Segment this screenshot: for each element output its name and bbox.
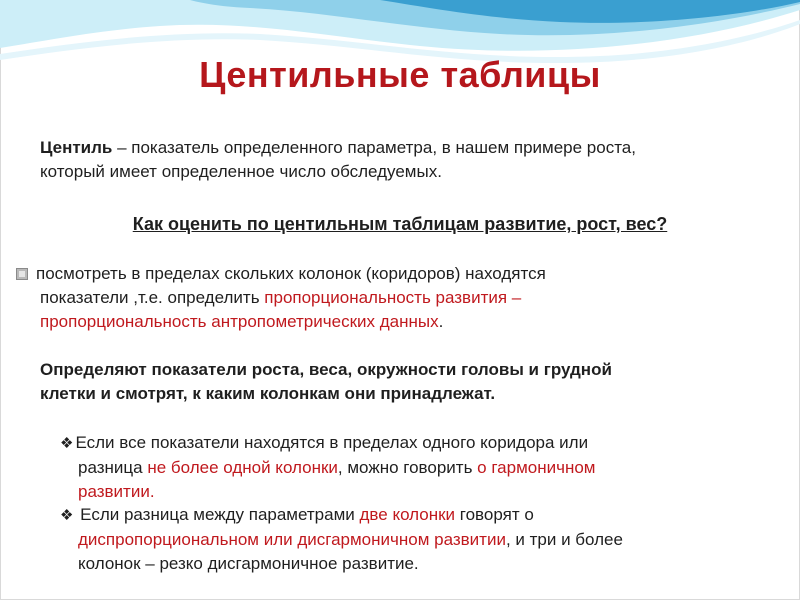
- definition-term: Центиль: [40, 138, 113, 157]
- definition-line-2: который имеет определенное число обследуемых.: [40, 162, 442, 181]
- slide-title: Центильные таблицы: [199, 54, 601, 95]
- determine-line-2: клетки и смотрят, к каким колонкам они принадлежат.: [40, 384, 496, 403]
- point-2-paragraph: [60, 431, 760, 504]
- point-1-line-1: посмотреть в пределах скольких колонок (коридоров) находятся: [16, 262, 776, 286]
- diamond-bullet-icon: ❖: [60, 507, 74, 524]
- point-3-line-3: колонок – резко дисгармоничное развитие.: [78, 554, 419, 573]
- square-bullet-icon: [16, 268, 28, 280]
- definition-paragraph: [40, 136, 760, 184]
- determine-line-1: Определяют показатели роста, веса, окружности головы и грудной: [40, 360, 612, 379]
- point-2-line-3: развитии.: [78, 482, 155, 501]
- point-3-line-2: диспропорциональном или дисгармоничном развитии, и три и более: [78, 530, 623, 549]
- point-2-line-2: разница не более одной колонки, можно говорить о гармоничном: [78, 458, 596, 477]
- point-3-paragraph: [60, 503, 760, 576]
- diamond-bullet-icon: ❖: [60, 435, 74, 452]
- point-1-line-3: пропорциональность антропометрических данных.: [40, 312, 444, 331]
- point-3-line-1: ❖ Если разница между параметрами две колонки говорят о: [60, 505, 534, 524]
- definition-line-1: Центиль – показатель определенного параметра, в нашем примере роста,: [40, 138, 636, 157]
- point-2-line-1: ❖ Если все показатели находятся в пределах одного коридора или: [60, 433, 589, 452]
- determine-paragraph: [40, 358, 760, 406]
- question-heading: Как оценить по центильным таблицам развитие, рост, вес?: [132, 214, 668, 234]
- point-1-paragraph: [16, 262, 776, 334]
- point-1-line-2: показатели ,т.е. определить пропорциональность развития –: [40, 288, 522, 307]
